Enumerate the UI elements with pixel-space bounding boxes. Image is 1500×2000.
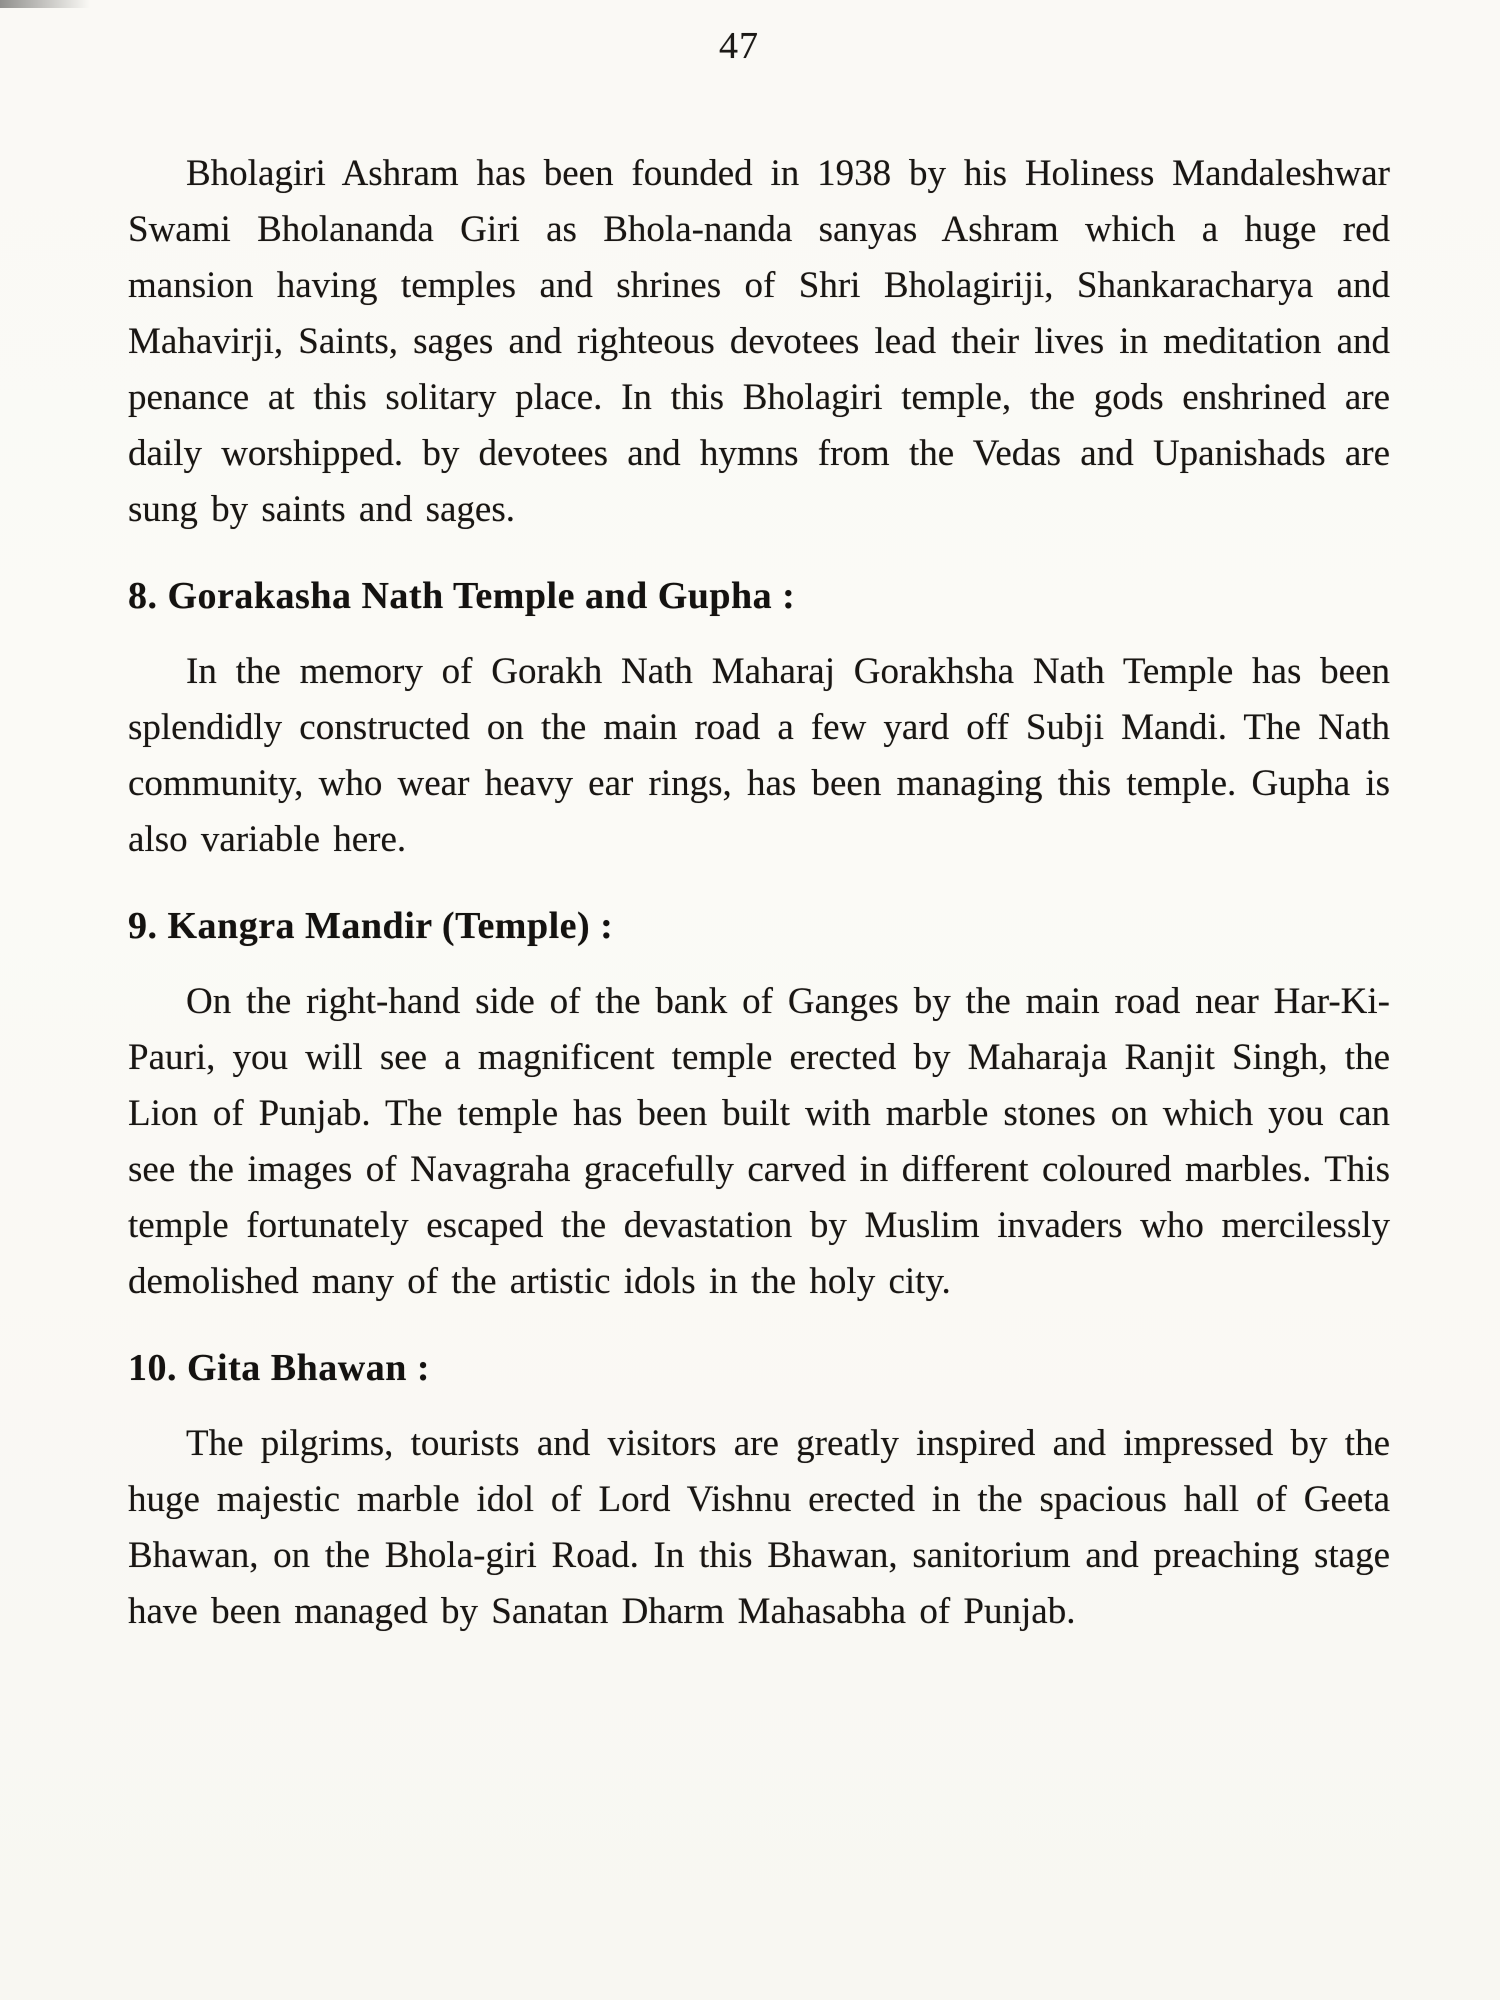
section-heading-gita-bhawan: 10. Gita Bhawan : (128, 1347, 430, 1389)
page-number: 47 (719, 25, 759, 67)
section-heading-kangra-mandir: 9. Kangra Mandir (Temple) : (128, 905, 614, 947)
intro-paragraph: Bholagiri Ashram has been founded in 1938 by his Holiness Mandaleshwar Swami Bholananda Giri as Bhola-nanda sanyas Ashram which a huge red mansion having temples and shrines of Shri Bholagiriji, Shankaracharya and Mahavirji, Saints, sages and righteous devotees lead their lives in meditation and penance at this solitary place. In this Bholagiri temple, the gods enshrined are daily worshipped. by devotees and hymns from the Vedas and Upanishads are sung by saints and sages. (128, 153, 1390, 530)
section-body-gita-bhawan: The pilgrims, tourists and visitors are greatly inspired and impressed by the huge majestic marble idol of Lord Vishnu erected in the spacious hall of Geeta Bhawan, on the Bhola-giri Road. In this Bhawan, sanitorium and preaching stage have been managed by Sanatan Dharm Mahasabha of Punjab. (128, 1423, 1390, 1632)
section-heading-gorakasha-nath: 8. Gorakasha Nath Temple and Gupha : (128, 575, 796, 617)
section-body-kangra-mandir: On the right-hand side of the bank of Ganges by the main road near Har-Ki-Pauri, you will see a magnificent temple erected by Maharaja Ranjit Singh, the Lion of Punjab. The temple has been built with marble stones on which you can see the images of Navagraha gracefully carved in different coloured marbles. This temple fortunately escaped the devastation by Muslim invaders who mercilessly demolished many of the artistic idols in the holy city. (128, 981, 1390, 1302)
section-body-gorakasha-nath: In the memory of Gorakh Nath Maharaj Gorakhsha Nath Temple has been splendidly constructed on the main road a few yard off Subji Mandi. The Nath community, who wear heavy ear rings, has been managing this temple. Gupha is also variable here. (128, 651, 1390, 860)
page-body (128, 146, 1390, 1640)
